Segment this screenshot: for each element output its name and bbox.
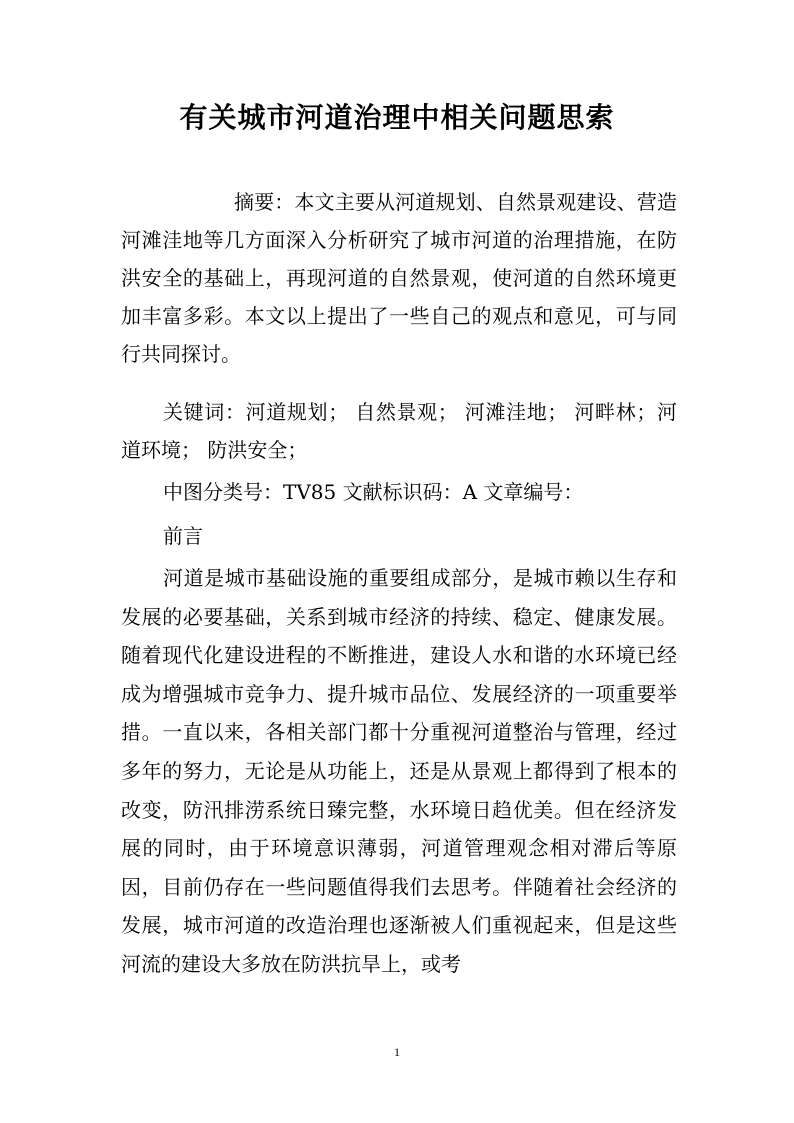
document-title: 有关城市河道治理中相关问题思索 — [179, 101, 615, 134]
body-paragraph: 河道是城市基础设施的重要组成部分，是城市赖以生存和发展的必要基础，关系到城市经济的持续、稳定、健康发展。随着现代化建设进程的不断推进，建设人水和谐的水环境已经成为增强城市竞争力、提升城市品位、发展经济的一项重要举措。一直以来，各相关部门都十分重视河道整治与管理，经过多年的努力，无论是从功能上，还是从景观上都得到了根本的改变，防汛排涝系统日臻完整，水环境日趋优美。但在经济发展的同时，由于环境意识薄弱，河道管理观念相对滞后等原因，目前仍存在一些问题值得我们去思考。伴随着社会经济的发展，城市河道的改造治理也逐渐被人们重视起来，但是这些河流的建设大多放在防洪抗旱上，或考 — [121, 566, 677, 976]
page-number: 1 — [394, 1045, 400, 1059]
keywords-paragraph: 关键词：河道规划； 自然景观； 河滩洼地； 河畔林；河道环境； 防洪安全； — [121, 400, 677, 462]
preface-heading: 前言 — [163, 524, 203, 548]
abstract-paragraph: 摘要：本文主要从河道规划、自然景观建设、营造河滩洼地等几方面深入分析研究了城市河道的治理措施，在防洪安全的基础上，再现河道的自然景观，使河道的自然环境更加丰富多彩。本文以上提出了一些自己的观点和意见，可与同行共同探讨。 — [121, 190, 677, 366]
classification-line: 中图分类号：TV85 文献标识码：A 文章编号： — [163, 480, 584, 504]
